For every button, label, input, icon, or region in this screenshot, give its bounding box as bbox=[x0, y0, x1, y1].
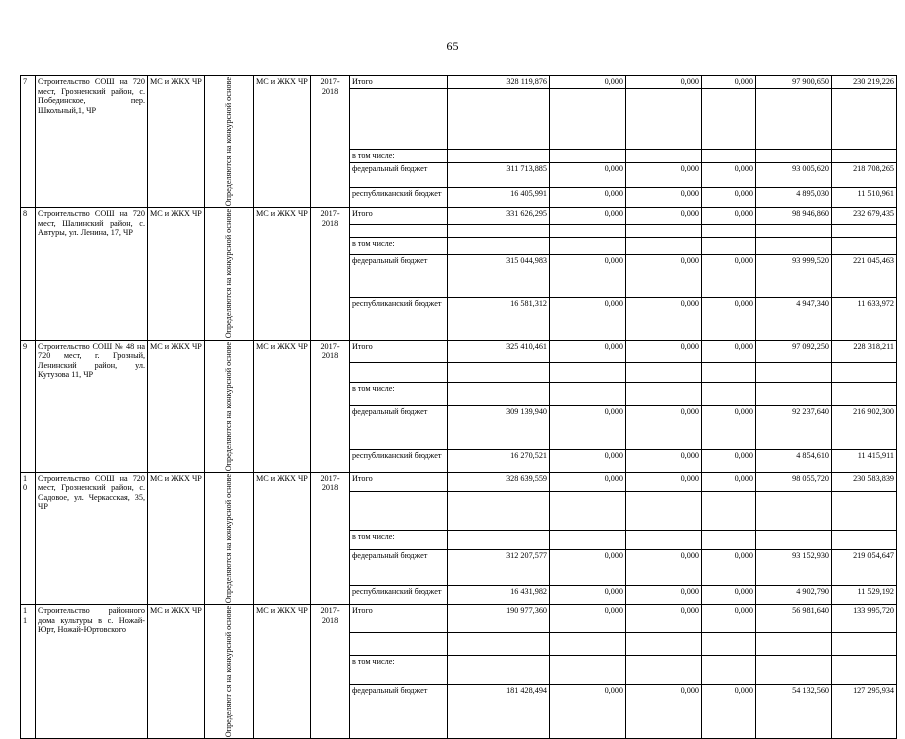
amount-cell-v4: 0,000 bbox=[702, 297, 756, 340]
amount-cell-v3 bbox=[626, 633, 702, 656]
funding-source-label: в том числе: bbox=[350, 238, 448, 255]
executor-cell: МС и ЖКХ ЧР bbox=[254, 76, 311, 208]
amount-cell-v5: 98 055,720 bbox=[756, 472, 832, 491]
customer-cell: МС и ЖКХ ЧР bbox=[148, 605, 205, 739]
contractor-cell bbox=[205, 605, 254, 739]
page-number: 65 bbox=[446, 39, 459, 53]
item-number: 1 0 bbox=[21, 472, 36, 604]
contractor-cell bbox=[205, 208, 254, 340]
amount-cell-v6 bbox=[832, 238, 897, 255]
funding-source-label: федеральный бюджет bbox=[350, 255, 448, 298]
amount-cell-v3: 0,000 bbox=[626, 406, 702, 450]
executor-cell: МС и ЖКХ ЧР bbox=[254, 340, 311, 472]
funding-source-label: Итого bbox=[350, 76, 448, 89]
customer-cell: МС и ЖКХ ЧР bbox=[148, 472, 205, 604]
amount-cell-v3 bbox=[626, 88, 702, 149]
amount-cell-v6: 133 995,720 bbox=[832, 605, 897, 633]
amount-cell-v3 bbox=[626, 491, 702, 530]
amount-cell-v4 bbox=[702, 530, 756, 549]
amount-cell-v2: 0,000 bbox=[550, 549, 626, 585]
contractor-cell bbox=[205, 76, 254, 208]
amount-cell-v6: 11 510,961 bbox=[832, 187, 897, 208]
amount-cell-v1: 16 405,991 bbox=[448, 187, 550, 208]
amount-cell-v3: 0,000 bbox=[626, 472, 702, 491]
amount-cell-v5: 4 902,790 bbox=[756, 586, 832, 605]
amount-cell-v1: 312 207,577 bbox=[448, 549, 550, 585]
amount-cell-v1: 311 713,885 bbox=[448, 163, 550, 188]
amount-cell-v3: 0,000 bbox=[626, 449, 702, 472]
funding-source-label: в том числе: bbox=[350, 150, 448, 163]
customer-cell: МС и ЖКХ ЧР bbox=[148, 76, 205, 208]
amount-cell-v2: 0,000 bbox=[550, 340, 626, 363]
amount-cell-v4: 0,000 bbox=[702, 586, 756, 605]
amount-cell-v1 bbox=[448, 383, 550, 406]
amount-cell-v3 bbox=[626, 363, 702, 383]
amount-cell-v3: 0,000 bbox=[626, 187, 702, 208]
period-cell: 2017-2018 bbox=[311, 208, 350, 340]
table-row bbox=[21, 340, 897, 363]
contractor-text: Определяют ся на конкурсной основе bbox=[224, 606, 234, 738]
amount-cell-v1: 309 139,940 bbox=[448, 406, 550, 450]
funding-source-label bbox=[350, 633, 448, 656]
amount-cell-v2 bbox=[550, 383, 626, 406]
amount-cell-v3 bbox=[626, 530, 702, 549]
amount-cell-v3: 0,000 bbox=[626, 684, 702, 739]
amount-cell-v5: 4 854,610 bbox=[756, 449, 832, 472]
amount-cell-v4: 0,000 bbox=[702, 684, 756, 739]
amount-cell-v6 bbox=[832, 491, 897, 530]
contractor-cell bbox=[205, 340, 254, 472]
amount-cell-v1 bbox=[448, 363, 550, 383]
amount-cell-v6: 230 583,839 bbox=[832, 472, 897, 491]
amount-cell-v5: 4 895,030 bbox=[756, 187, 832, 208]
amount-cell-v2: 0,000 bbox=[550, 586, 626, 605]
amount-cell-v4 bbox=[702, 383, 756, 406]
amount-cell-v2: 0,000 bbox=[550, 406, 626, 450]
amount-cell-v5: 97 092,250 bbox=[756, 340, 832, 363]
amount-cell-v3 bbox=[626, 656, 702, 684]
amount-cell-v1: 325 410,461 bbox=[448, 340, 550, 363]
amount-cell-v6 bbox=[832, 363, 897, 383]
executor-cell: МС и ЖКХ ЧР bbox=[254, 472, 311, 604]
funding-source-label: республиканский бюджет bbox=[350, 297, 448, 340]
amount-cell-v6 bbox=[832, 633, 897, 656]
amount-cell-v6: 11 633,972 bbox=[832, 297, 897, 340]
amount-cell-v6: 218 708,265 bbox=[832, 163, 897, 188]
amount-cell-v5 bbox=[756, 383, 832, 406]
amount-cell-v4: 0,000 bbox=[702, 472, 756, 491]
funding-source-label: республиканский бюджет bbox=[350, 187, 448, 208]
contractor-text: Определяются на конкурсной основе bbox=[224, 77, 234, 207]
amount-cell-v6: 127 295,934 bbox=[832, 684, 897, 739]
funding-source-label: федеральный бюджет bbox=[350, 684, 448, 739]
amount-cell-v3: 0,000 bbox=[626, 340, 702, 363]
amount-cell-v2: 0,000 bbox=[550, 163, 626, 188]
amount-cell-v3: 0,000 bbox=[626, 605, 702, 633]
amount-cell-v1 bbox=[448, 150, 550, 163]
customer-cell: МС и ЖКХ ЧР bbox=[148, 208, 205, 340]
amount-cell-v6: 232 679,435 bbox=[832, 208, 897, 225]
amount-cell-v3 bbox=[626, 383, 702, 406]
amount-cell-v2: 0,000 bbox=[550, 187, 626, 208]
amount-cell-v6 bbox=[832, 150, 897, 163]
period-cell: 2017-2018 bbox=[311, 605, 350, 739]
amount-cell-v2 bbox=[550, 224, 626, 237]
amount-cell-v4: 0,000 bbox=[702, 187, 756, 208]
period-cell: 2017-2018 bbox=[311, 472, 350, 604]
amount-cell-v5 bbox=[756, 224, 832, 237]
amount-cell-v5: 56 981,640 bbox=[756, 605, 832, 633]
table-row bbox=[21, 472, 897, 491]
funding-source-label: Итого bbox=[350, 605, 448, 633]
amount-cell-v5 bbox=[756, 88, 832, 149]
amount-cell-v4: 0,000 bbox=[702, 340, 756, 363]
amount-cell-v5 bbox=[756, 633, 832, 656]
amount-cell-v5 bbox=[756, 491, 832, 530]
amount-cell-v1: 16 581,312 bbox=[448, 297, 550, 340]
amount-cell-v2: 0,000 bbox=[550, 208, 626, 225]
amount-cell-v1 bbox=[448, 530, 550, 549]
amount-cell-v5: 93 152,930 bbox=[756, 549, 832, 585]
amount-cell-v2 bbox=[550, 238, 626, 255]
amount-cell-v1 bbox=[448, 633, 550, 656]
amount-cell-v1 bbox=[448, 656, 550, 684]
amount-cell-v4 bbox=[702, 656, 756, 684]
table-row bbox=[21, 208, 897, 225]
amount-cell-v4 bbox=[702, 633, 756, 656]
amount-cell-v3: 0,000 bbox=[626, 586, 702, 605]
amount-cell-v4 bbox=[702, 88, 756, 149]
executor-cell: МС и ЖКХ ЧР bbox=[254, 605, 311, 739]
amount-cell-v5: 98 946,860 bbox=[756, 208, 832, 225]
amount-cell-v2 bbox=[550, 363, 626, 383]
funding-source-label: федеральный бюджет bbox=[350, 549, 448, 585]
amount-cell-v1 bbox=[448, 88, 550, 149]
amount-cell-v2 bbox=[550, 150, 626, 163]
amount-cell-v4: 0,000 bbox=[702, 163, 756, 188]
amount-cell-v2: 0,000 bbox=[550, 605, 626, 633]
project-name: Строительство СОШ на 720 мест, Грозненский район, с. Садовое, ул. Черкасская, 35, ЧР bbox=[36, 472, 148, 604]
amount-cell-v3: 0,000 bbox=[626, 163, 702, 188]
amount-cell-v2: 0,000 bbox=[550, 684, 626, 739]
amount-cell-v4: 0,000 bbox=[702, 449, 756, 472]
amount-cell-v3 bbox=[626, 238, 702, 255]
program-table bbox=[20, 75, 897, 739]
amount-cell-v5 bbox=[756, 363, 832, 383]
amount-cell-v5: 92 237,640 bbox=[756, 406, 832, 450]
amount-cell-v3: 0,000 bbox=[626, 255, 702, 298]
project-name: Строительство СОШ № 48 на 720 мест, г. Грозный, Ленинский район, ул. Кутузова 11, ЧР bbox=[36, 340, 148, 472]
amount-cell-v5 bbox=[756, 150, 832, 163]
funding-source-label: в том числе: bbox=[350, 656, 448, 684]
amount-cell-v6: 221 045,463 bbox=[832, 255, 897, 298]
amount-cell-v4: 0,000 bbox=[702, 605, 756, 633]
amount-cell-v1: 190 977,360 bbox=[448, 605, 550, 633]
contractor-cell bbox=[205, 472, 254, 604]
amount-cell-v3 bbox=[626, 224, 702, 237]
contractor-text: Определяются на конкурсной основе bbox=[224, 209, 234, 339]
amount-cell-v6 bbox=[832, 383, 897, 406]
executor-cell: МС и ЖКХ ЧР bbox=[254, 208, 311, 340]
amount-cell-v2: 0,000 bbox=[550, 297, 626, 340]
funding-source-label: республиканский бюджет bbox=[350, 449, 448, 472]
project-name: Строительство СОШ на 720 мест, Грозненский район, с. Побединское, пер. Школьный,1, ЧР bbox=[36, 76, 148, 208]
amount-cell-v2 bbox=[550, 530, 626, 549]
funding-source-label: в том числе: bbox=[350, 383, 448, 406]
amount-cell-v2 bbox=[550, 656, 626, 684]
amount-cell-v1: 16 431,982 bbox=[448, 586, 550, 605]
amount-cell-v4: 0,000 bbox=[702, 549, 756, 585]
amount-cell-v5: 93 005,620 bbox=[756, 163, 832, 188]
amount-cell-v4 bbox=[702, 491, 756, 530]
project-name: Строительство районного дома культуры в с. Ножай-Юрт, Ножай-Юртовского bbox=[36, 605, 148, 739]
funding-source-label bbox=[350, 363, 448, 383]
amount-cell-v3: 0,000 bbox=[626, 549, 702, 585]
funding-source-label: республиканский бюджет bbox=[350, 586, 448, 605]
amount-cell-v4 bbox=[702, 238, 756, 255]
amount-cell-v3: 0,000 bbox=[626, 76, 702, 89]
amount-cell-v2: 0,000 bbox=[550, 449, 626, 472]
funding-source-label: Итого bbox=[350, 208, 448, 225]
amount-cell-v5 bbox=[756, 238, 832, 255]
amount-cell-v5: 93 999,520 bbox=[756, 255, 832, 298]
amount-cell-v5: 4 947,340 bbox=[756, 297, 832, 340]
amount-cell-v6: 216 902,300 bbox=[832, 406, 897, 450]
contractor-text: Определяются на конкурсной основе bbox=[224, 341, 234, 471]
amount-cell-v6 bbox=[832, 530, 897, 549]
amount-cell-v4: 0,000 bbox=[702, 255, 756, 298]
amount-cell-v6 bbox=[832, 88, 897, 149]
table-row bbox=[21, 605, 897, 633]
amount-cell-v5: 54 132,560 bbox=[756, 684, 832, 739]
period-cell: 2017-2018 bbox=[311, 76, 350, 208]
amount-cell-v6: 11 415,911 bbox=[832, 449, 897, 472]
funding-source-label bbox=[350, 224, 448, 237]
amount-cell-v5 bbox=[756, 530, 832, 549]
amount-cell-v4 bbox=[702, 363, 756, 383]
customer-cell: МС и ЖКХ ЧР bbox=[148, 340, 205, 472]
amount-cell-v2 bbox=[550, 88, 626, 149]
item-number: 1 1 bbox=[21, 605, 36, 739]
funding-source-label bbox=[350, 88, 448, 149]
amount-cell-v2 bbox=[550, 633, 626, 656]
item-number: 9 bbox=[21, 340, 36, 472]
item-number: 8 bbox=[21, 208, 36, 340]
funding-source-label: Итого bbox=[350, 472, 448, 491]
funding-source-label: федеральный бюджет bbox=[350, 406, 448, 450]
amount-cell-v4: 0,000 bbox=[702, 76, 756, 89]
amount-cell-v1 bbox=[448, 491, 550, 530]
amount-cell-v3: 0,000 bbox=[626, 208, 702, 225]
amount-cell-v6 bbox=[832, 224, 897, 237]
funding-source-label: Итого bbox=[350, 340, 448, 363]
amount-cell-v2 bbox=[550, 491, 626, 530]
amount-cell-v5 bbox=[756, 656, 832, 684]
amount-cell-v4: 0,000 bbox=[702, 208, 756, 225]
amount-cell-v2: 0,000 bbox=[550, 76, 626, 89]
amount-cell-v3: 0,000 bbox=[626, 297, 702, 340]
amount-cell-v2: 0,000 bbox=[550, 472, 626, 491]
amount-cell-v1 bbox=[448, 238, 550, 255]
amount-cell-v6: 11 529,192 bbox=[832, 586, 897, 605]
amount-cell-v6 bbox=[832, 656, 897, 684]
contractor-text: Определяются на конкурсной основе bbox=[224, 473, 234, 603]
project-name: Строительство СОШ на 720 мест, Шалинский район, с. Автуры, ул. Ленина, 17, ЧР bbox=[36, 208, 148, 340]
amount-cell-v1: 16 270,521 bbox=[448, 449, 550, 472]
amount-cell-v1 bbox=[448, 224, 550, 237]
amount-cell-v5: 97 900,650 bbox=[756, 76, 832, 89]
amount-cell-v6: 230 219,226 bbox=[832, 76, 897, 89]
funding-source-label bbox=[350, 491, 448, 530]
item-number: 7 bbox=[21, 76, 36, 208]
amount-cell-v4: 0,000 bbox=[702, 406, 756, 450]
amount-cell-v1: 328 639,559 bbox=[448, 472, 550, 491]
amount-cell-v1: 331 626,295 bbox=[448, 208, 550, 225]
amount-cell-v1: 328 119,876 bbox=[448, 76, 550, 89]
funding-source-label: федеральный бюджет bbox=[350, 163, 448, 188]
amount-cell-v2: 0,000 bbox=[550, 255, 626, 298]
amount-cell-v6: 228 318,211 bbox=[832, 340, 897, 363]
amount-cell-v4 bbox=[702, 150, 756, 163]
amount-cell-v1: 315 044,983 bbox=[448, 255, 550, 298]
amount-cell-v4 bbox=[702, 224, 756, 237]
period-cell: 2017-2018 bbox=[311, 340, 350, 472]
amount-cell-v3 bbox=[626, 150, 702, 163]
funding-source-label: в том числе: bbox=[350, 530, 448, 549]
amount-cell-v6: 219 054,647 bbox=[832, 549, 897, 585]
amount-cell-v1: 181 428,494 bbox=[448, 684, 550, 739]
table-row bbox=[21, 76, 897, 89]
